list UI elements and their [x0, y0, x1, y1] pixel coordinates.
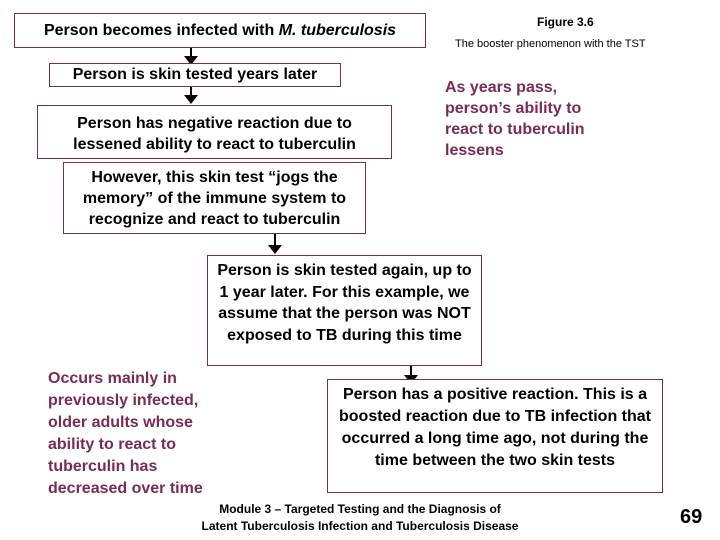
box-jogs-memory: However, this skin test “jogs the memory” of the immune system to recognize and react to tuberculin — [63, 162, 366, 234]
note-occurs-mainly: Occurs mainly in previously infected, older adults whose ability to react to tuberculin has decreased over time — [48, 370, 203, 497]
figure-label: Figure 3.6 — [537, 15, 594, 29]
arrow-down-3 — [268, 234, 282, 254]
box-person-infected — [14, 13, 426, 48]
box-person-infected-prefix: Person becomes infected with — [43, 22, 279, 39]
page-number: 69 — [680, 506, 703, 528]
figure-caption: The booster phenomenon with the TST — [455, 38, 646, 50]
box-negative-reaction: Person has negative reaction due to lessened ability to react to tuberculin — [37, 105, 392, 159]
note-years-pass: As years pass, person’s ability to react to tuberculin lessens — [445, 79, 585, 159]
arrow-down-2 — [184, 87, 198, 104]
box-tested-again: Person is skin tested again, up to 1 year later. For this example, we assume that the person was NOT exposed to TB during this time — [207, 255, 482, 366]
footer-line-2: Latent Tuberculosis Infection and Tuberculosis Disease — [201, 519, 519, 533]
footer-line-1: Module 3 – Targeted Testing and the Diagnosis of — [219, 502, 501, 516]
box-person-infected-organism: M. tuberculosis — [278, 22, 397, 39]
box-positive-reaction: Person has a positive reaction. This is a boosted reaction due to TB infection that occurred a long time ago, not during the time between the two skin tests — [327, 379, 663, 493]
box-skin-tested: Person is skin tested years later — [49, 63, 341, 87]
